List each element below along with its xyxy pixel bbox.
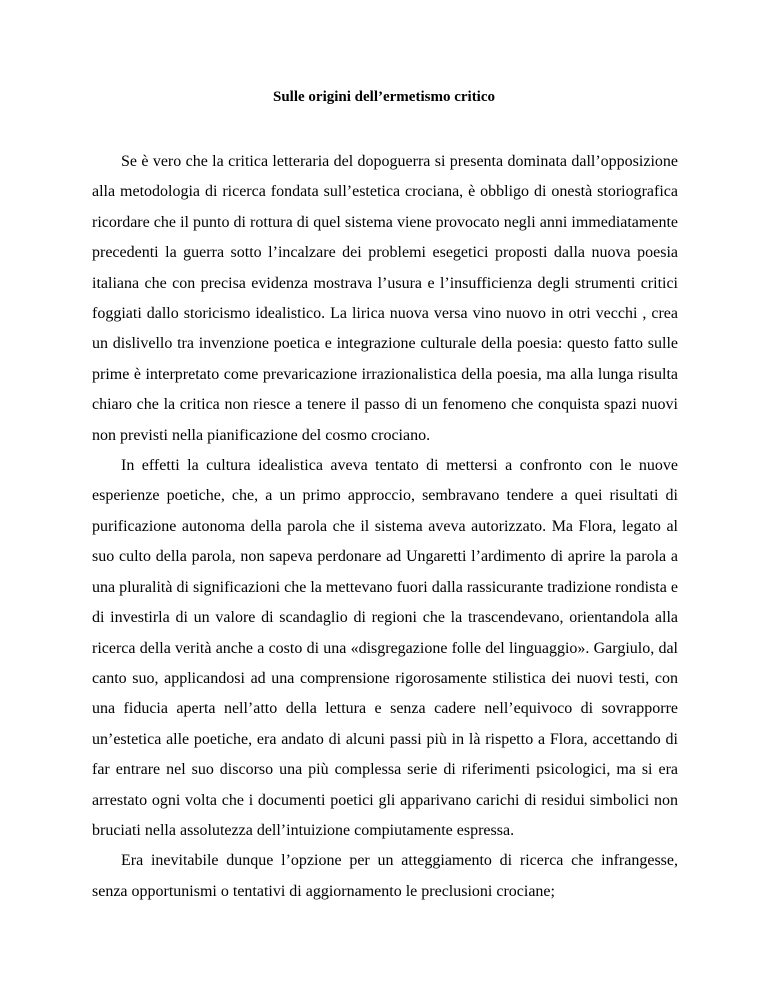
paragraph-1: Se è vero che la critica letteraria del dopoguerra si presenta dominata dall’opposizione alla metodologia di ricerca fondata sull’estetica crociana, è obbligo di onestà storiografica ricordare che il punto di rottura di quel sistema viene provocato negli anni immediatamente precedenti la guerra sotto l’incalzare dei problemi esegetici proposti dalla nuova poesia italiana che con precisa evidenza mostrava l’usura e l’insufficienza degli strumenti critici foggiati dallo storicismo idealistico. La lirica nuova versa vino nuovo in otri vecchi , crea un dislivello tra invenzione poetica e integrazione culturale della poesia: questo fatto sulle prime è interpretato come prevaricazione irrazionalistica della poesia, ma alla lunga risulta chiaro che la critica non riesce a tenere il passo di un fenomeno che conquista spazi nuovi non previsti nella pianificazione del cosmo crociano. xyxy=(92,153,678,444)
document-title: Sulle origini dell’ermetismo critico xyxy=(272,89,496,105)
paragraph-2: In effetti la cultura idealistica aveva tentato di mettersi a confronto con le nuove esperienze poetiche, che, a un primo approccio, sembravano tendere a quei risultati di purificazione autonoma della parola che il sistema aveva autorizzato. Ma Flora, legato al suo culto della parola, non sapeva perdonare ad Ungaretti l’ardimento di aprire la parola a una pluralità di significazioni che la mettevano fuori dalla rassicurante tradizione rondista e di investirla di un valore di scandaglio di regioni che la trascendevano, orientandola alla ricerca della verità anche a costo di una «disgregazione folle del linguaggio». Gargiulo, dal canto suo, applicandosi ad una comprensione rigorosamente stilistica dei nuovi testi, con una fiducia aperta nell’atto della lettura e senza cadere nell’equivoco di sovrapporre un’estetica alle poetiche, era andato di alcuni passi più in là rispetto a Flora, accettando di far entrare nel suo discorso una più complessa serie di riferimenti psicologici, ma si era arrestato ogni volta che i documenti poetici gli apparivano carichi di residui simbolici non bruciati nella assolutezza dell’intuizione compiutamente espressa. xyxy=(92,457,678,839)
document-body xyxy=(92,147,678,907)
paragraph-3: Era inevitabile dunque l’opzione per un atteggiamento di ricerca che infrangesse, senza opportunismi o tentativi di aggiornamento le preclusioni crociane; xyxy=(92,852,678,900)
